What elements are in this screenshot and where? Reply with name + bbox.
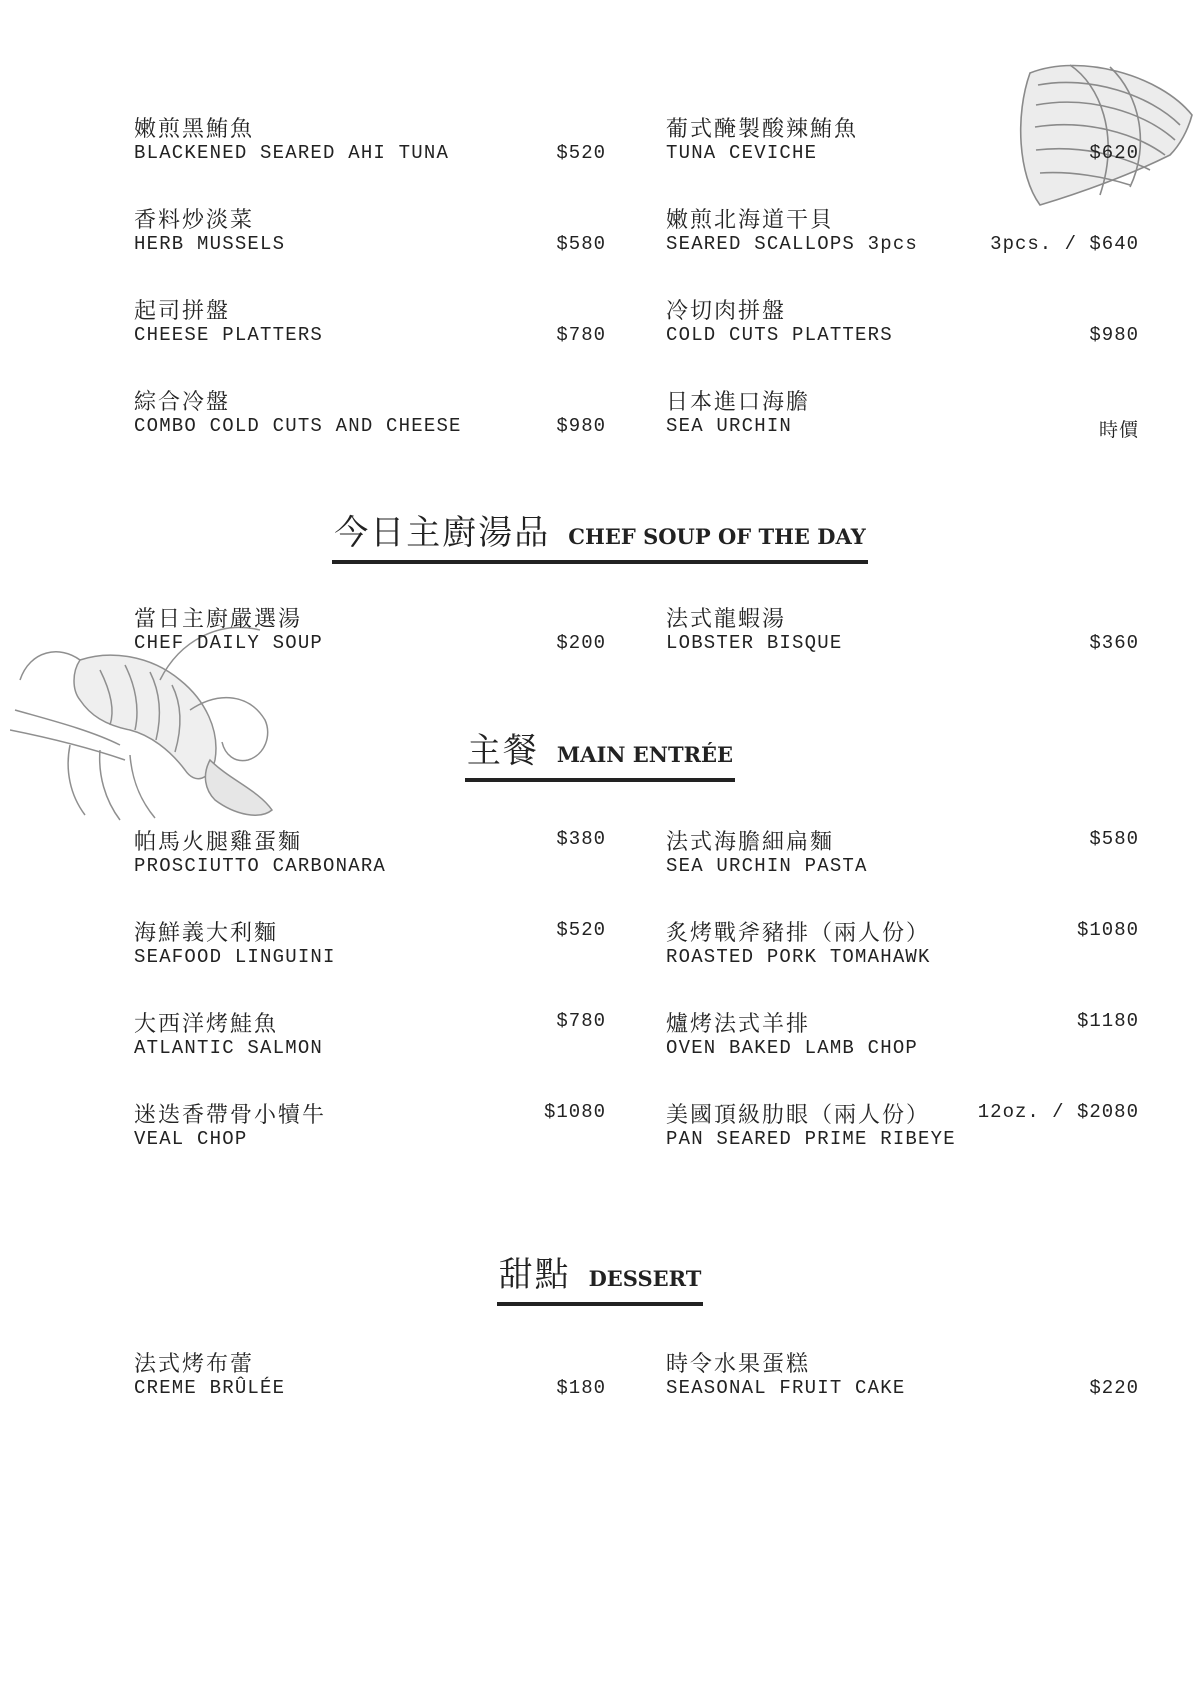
dish-name-en: CHEESE PLATTERS (134, 324, 324, 346)
dish-price: $520 (556, 919, 606, 941)
dish-name-en: COMBO COLD CUTS AND CHEESE (134, 415, 462, 437)
menu-item (134, 825, 606, 885)
dish-name-en: BLACKENED SEARED AHI TUNA (134, 142, 450, 164)
dish-price: $980 (1089, 324, 1139, 346)
section-title-en: CHEF SOUP OF THE DAY (568, 524, 866, 549)
menu-item (134, 203, 606, 263)
section-title-soup (0, 505, 1200, 564)
dish-price: $980 (556, 415, 606, 437)
dish-name-zh: 葡式醃製酸辣鮪魚 (666, 117, 859, 142)
dish-name-zh: 時令水果蛋糕 (666, 1352, 811, 1377)
dish-price: $620 (1089, 142, 1139, 164)
dish-price: $780 (556, 1010, 606, 1032)
dish-name-en: SEA URCHIN (666, 415, 793, 437)
dish-name-en: SEAFOOD LINGUINI (134, 946, 336, 968)
menu-item (666, 1007, 1139, 1067)
dish-name-zh: 綜合冷盤 (134, 390, 231, 415)
dish-name-en: CHEF DAILY SOUP (134, 632, 324, 654)
dish-name-zh: 海鮮義大利麵 (134, 921, 279, 946)
dish-name-zh: 嫩煎北海道干貝 (666, 208, 835, 233)
dish-price: $200 (556, 632, 606, 654)
menu-item (666, 112, 1139, 172)
dish-name-en: CREME BRÛLÉE (134, 1377, 286, 1399)
dish-name-zh: 起司拼盤 (134, 299, 231, 324)
dish-price: $580 (556, 233, 606, 255)
dish-name-en: SEA URCHIN PASTA (666, 855, 868, 877)
dish-name-zh: 炙烤戰斧豬排（兩人份） (666, 921, 931, 946)
dish-name-en: ROASTED PORK TOMAHAWK (666, 946, 931, 968)
dish-price: $380 (556, 828, 606, 850)
dish-name-zh: 香料炒淡菜 (134, 208, 255, 233)
menu-item (666, 294, 1139, 354)
dish-name-zh: 爐烤法式羊排 (666, 1012, 811, 1037)
dish-price: $220 (1089, 1377, 1139, 1399)
dish-name-zh: 美國頂級肋眼（兩人份） (666, 1103, 931, 1128)
dish-name-en: HERB MUSSELS (134, 233, 286, 255)
dish-name-en: OVEN BAKED LAMB CHOP (666, 1037, 919, 1059)
dish-price: 3pcs. / $640 (990, 233, 1139, 255)
dish-name-zh: 法式龍蝦湯 (666, 607, 787, 632)
menu-item (666, 1347, 1139, 1407)
dish-price: $180 (556, 1377, 606, 1399)
dish-price: 12oz. / $2080 (977, 1101, 1139, 1123)
section-title-main (0, 723, 1200, 782)
dish-price: 時價 (1098, 420, 1139, 442)
section-title-zh: 甜點 (498, 1255, 571, 1295)
dish-name-zh: 當日主廚嚴選湯 (134, 607, 303, 632)
menu-item (134, 1098, 606, 1158)
dish-price: $1080 (543, 1101, 606, 1123)
dish-name-en: ATLANTIC SALMON (134, 1037, 324, 1059)
dish-name-zh: 帕馬火腿雞蛋麵 (134, 830, 303, 855)
menu-item (134, 602, 606, 662)
menu-item (666, 385, 1139, 445)
dish-name-en: SEARED SCALLOPS 3pcs (666, 233, 919, 255)
menu-item (134, 294, 606, 354)
dish-name-zh: 法式烤布蕾 (134, 1352, 255, 1377)
menu-item (666, 916, 1139, 976)
section-title-dessert (0, 1247, 1200, 1306)
dish-name-en: COLD CUTS PLATTERS (666, 324, 893, 346)
dish-name-zh: 法式海膽細扁麵 (666, 830, 835, 855)
section-title-zh: 今日主廚湯品 (334, 513, 551, 553)
section-title-zh: 主餐 (466, 731, 539, 771)
dish-name-en: VEAL CHOP (134, 1128, 248, 1150)
dish-price: $520 (556, 142, 606, 164)
dish-name-en: LOBSTER BISQUE (666, 632, 843, 654)
dish-name-en: PAN SEARED PRIME RIBEYE (666, 1128, 956, 1150)
dish-name-zh: 迷迭香帶骨小犢牛 (134, 1103, 327, 1128)
menu-item (134, 916, 606, 976)
dish-name-zh: 嫩煎黑鮪魚 (134, 117, 255, 142)
section-title-en: MAIN ENTRÉE (556, 742, 734, 767)
dish-price: $360 (1089, 632, 1139, 654)
dish-name-en: PROSCIUTTO CARBONARA (134, 855, 387, 877)
dish-name-zh: 冷切肉拼盤 (666, 299, 787, 324)
section-title-en: DESSERT (588, 1266, 702, 1291)
menu-item (134, 1007, 606, 1067)
dish-name-en: SEASONAL FRUIT CAKE (666, 1377, 906, 1399)
dish-price: $580 (1089, 828, 1139, 850)
dish-name-en: TUNA CEVICHE (666, 142, 818, 164)
dish-price: $780 (556, 324, 606, 346)
menu-item (666, 203, 1139, 263)
dish-name-zh: 大西洋烤鮭魚 (134, 1012, 279, 1037)
menu-item (666, 825, 1139, 885)
dish-price: $1180 (1076, 1010, 1139, 1032)
dish-name-zh: 日本進口海膽 (666, 390, 811, 415)
menu-item (666, 602, 1139, 662)
menu-item (134, 112, 606, 172)
menu-item (134, 1347, 606, 1407)
menu-item (134, 385, 606, 445)
dish-price: $1080 (1076, 919, 1139, 941)
menu-item (666, 1098, 1139, 1158)
